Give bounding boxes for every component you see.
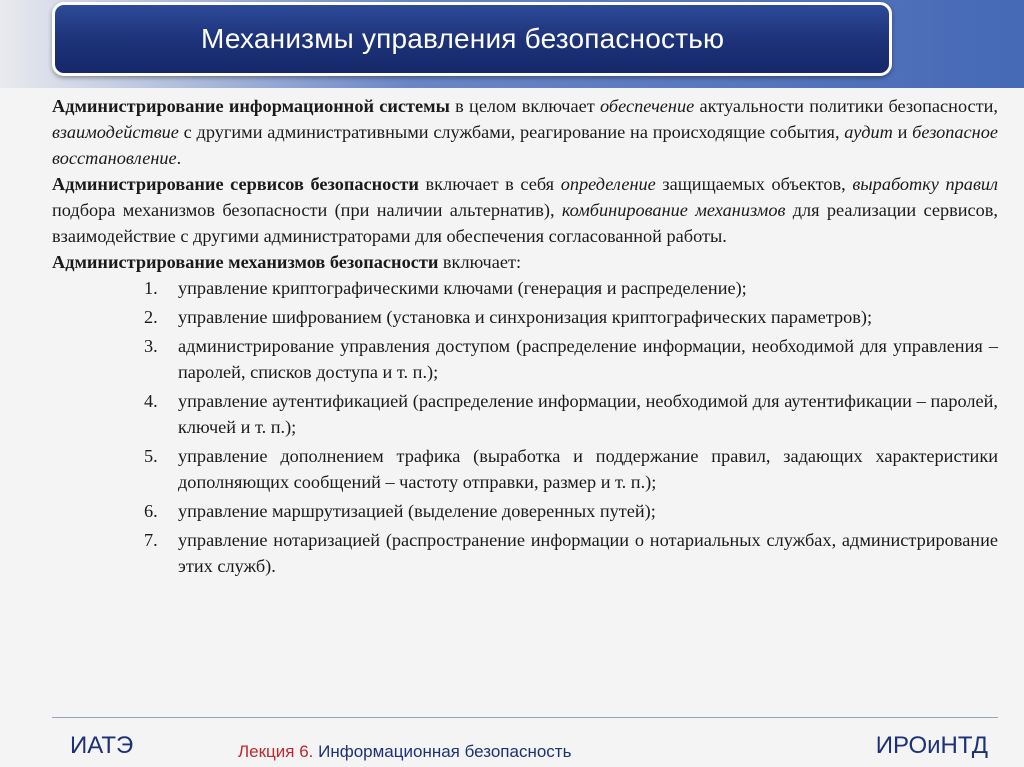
- list-item: [144, 443, 998, 495]
- italic-term: взаимодействие: [52, 122, 179, 142]
- text-fragment: включает в себя: [418, 174, 561, 194]
- list-item-number: 5.: [144, 446, 158, 466]
- list-item-number: 7.: [144, 530, 158, 550]
- footer-lecture-number: Лекция 6.: [238, 742, 314, 761]
- text-fragment: с другими административными службами, реагирование на происходящие события,: [178, 122, 845, 142]
- italic-term: аудит: [844, 122, 893, 142]
- text-fragment: защищаемых объектов,: [655, 174, 853, 194]
- list-item-text: управление нотаризацией (распространение информации о нотариальных службах, администрирование этих служб).: [178, 530, 998, 576]
- footer-department: ИРОиНТД: [875, 732, 988, 759]
- term-security-services: Администрирование сервисов безопасности: [52, 174, 419, 194]
- list-item-text: управление маршрутизацией (выделение доверенных путей);: [178, 501, 656, 521]
- paragraph-info-system: [52, 93, 998, 171]
- list-item-text: управление шифрованием (установка и синхронизация криптографических параметров);: [178, 307, 873, 327]
- slide-content: [52, 93, 998, 582]
- list-item-number: 3.: [144, 336, 158, 356]
- italic-term: определение: [560, 174, 656, 194]
- italic-term: безопасное восстановление: [52, 122, 998, 168]
- italic-term: обеспечение: [599, 96, 695, 116]
- italic-term: комбинирование механизмов: [561, 200, 786, 220]
- text-fragment: актуальности политики безопасности,: [694, 96, 998, 116]
- text-fragment: включает:: [438, 252, 522, 272]
- list-item: [144, 527, 998, 579]
- list-item: [144, 498, 998, 524]
- list-item-text: управление дополнением трафика (выработка и поддержание правил, задающих характеристики дополняющих сообщений – частоту отправки, размер и т. п.);: [178, 446, 998, 492]
- paragraph-security-mechanisms: [52, 249, 998, 275]
- list-item-text: управление аутентификацией (распределение информации, необходимой для аутентификации – паролей, ключей и т. п.);: [178, 391, 998, 437]
- list-item-text: управление криптографическими ключами (генерация и распределение);: [178, 278, 747, 298]
- list-item: [144, 275, 998, 301]
- text-fragment: подбора механизмов безопасности (при наличии альтернатив),: [52, 200, 562, 220]
- list-item: [144, 333, 998, 385]
- mechanisms-list: [144, 275, 998, 579]
- text-fragment: для реализации сервисов, взаимодействие с другими администраторами для обеспечения согласованной работы.: [52, 200, 998, 246]
- list-item-number: 1.: [144, 278, 158, 298]
- paragraph-security-services: [52, 171, 998, 249]
- footer-divider: [52, 717, 998, 718]
- title-box: [52, 2, 892, 76]
- list-item-number: 4.: [144, 391, 158, 411]
- slide-title: Механизмы управления безопасностью: [201, 23, 725, 54]
- text-fragment: .: [176, 148, 182, 168]
- footer-lecture-title: [238, 742, 571, 762]
- footer-institute: ИАТЭ: [70, 732, 134, 759]
- term-security-mechanisms: Администрирование механизмов безопасности: [52, 252, 439, 272]
- term-info-system: Администрирование информационной системы: [52, 96, 450, 116]
- text-fragment: и: [892, 122, 913, 142]
- list-item-text: администрирование управления доступом (распределение информации, необходимой для управления – паролей, списков доступа и т. п.);: [178, 336, 998, 382]
- footer-course-name: Информационная безопасность: [313, 742, 572, 761]
- list-item: [144, 304, 998, 330]
- list-item-number: 6.: [144, 501, 158, 521]
- list-item-number: 2.: [144, 307, 158, 327]
- text-fragment: в целом включает: [449, 96, 600, 116]
- list-item: [144, 388, 998, 440]
- italic-term: выработку правил: [852, 174, 998, 194]
